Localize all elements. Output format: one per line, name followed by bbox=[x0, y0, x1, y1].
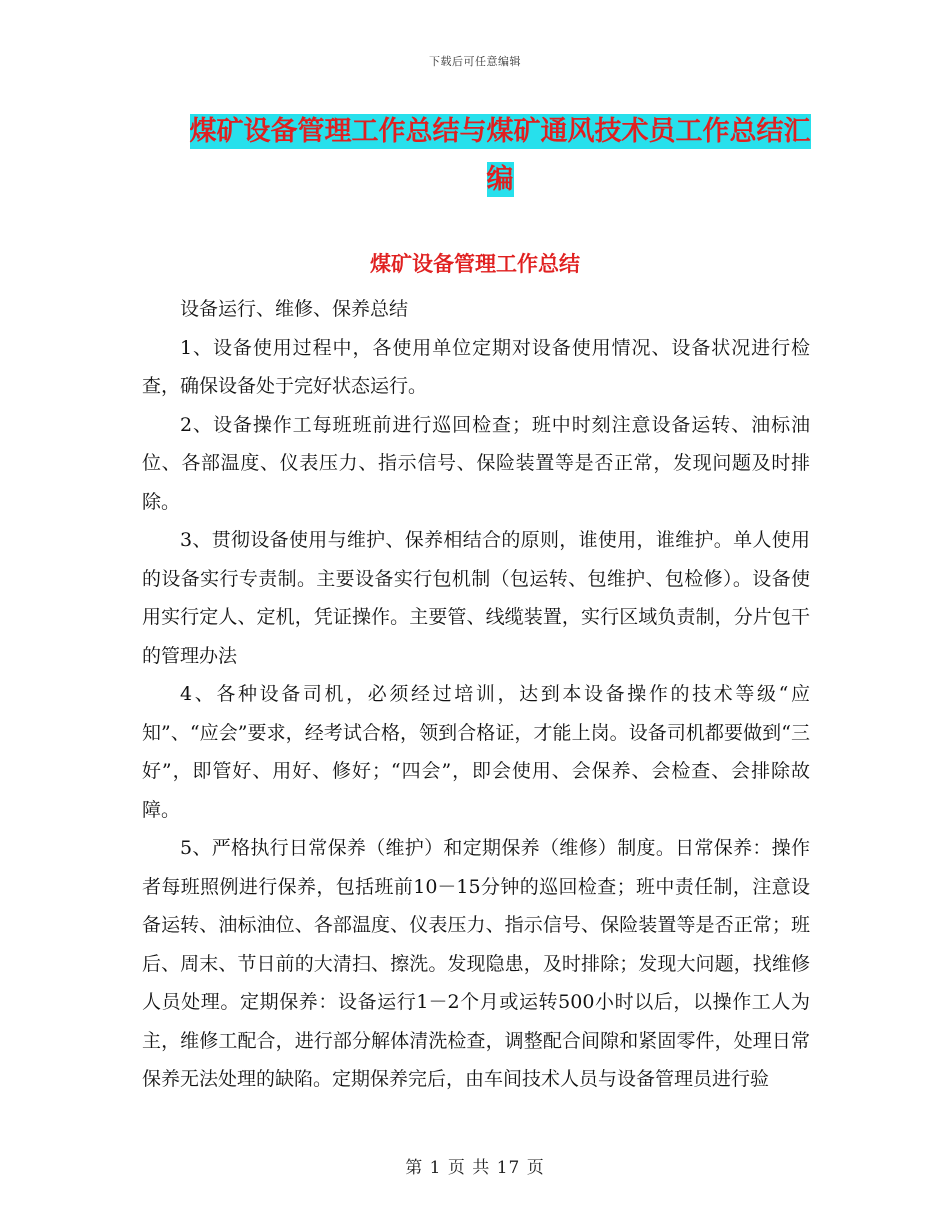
paragraph: 2、设备操作工每班班前进行巡回检查；班中时刻注意设备运转、油标油位、各部温度、仪表压力、指示信号、保险装置等是否正常，发现问题及时排除。 bbox=[142, 413, 810, 513]
paragraph: 3、贯彻设备使用与维护、保养相结合的原则，谁使用，谁维护。单人使用的设备实行专责制。主要设备实行包机制（包运转、包维护、包检修）。设备使用实行定人、定机，凭证操作。主要管、线缆装置，实行区域负责制，分片包干的管理办法 bbox=[142, 529, 810, 667]
document-title bbox=[150, 108, 850, 204]
section-title: 煤矿设备管理工作总结 bbox=[370, 251, 580, 276]
document-body bbox=[142, 290, 810, 1099]
paragraph: 设备运行、维修、保养总结 bbox=[180, 298, 409, 320]
header-note: 下载后可任意编辑 bbox=[429, 55, 521, 68]
paragraph: 1、设备使用过程中，各使用单位定期对设备使用情况、设备状况进行检查，确保设备处于完好状态运行。 bbox=[142, 336, 810, 397]
paragraph: 4、各种设备司机，必须经过培训，达到本设备操作的技术等级“应知”、“应会”要求，经考试合格，领到合格证，才能上岗。设备司机都要做到“三好”，即管好、用好、修好；“四会”，即会使用、会保养、会检查、会排除故障。 bbox=[142, 683, 810, 821]
paragraph: 5、严格执行日常保养（维护）和定期保养（维修）制度。日常保养：操作者每班照例进行保养，包括班前10－15分钟的巡回检查；班中责任制，注意设备运转、油标油位、各部温度、仪表压力、指示信号、保险装置等是否正常；班后、周末、节日前的大清扫、擦洗。发现隐患，及时排除；发现大问题，找维修人员处理。定期保养：设备运行1－2个月或运转500小时以后，以操作工人为主，维修工配合，进行部分解体清洗检查，调整配合间隙和紧固零件，处理日常保养无法处理的缺陷。定期保养完后，由车间技术人员与设备管理员进行验 bbox=[142, 837, 810, 1090]
page-number: 第 1 页 共 17 页 bbox=[405, 1158, 545, 1178]
document-title-line1: 煤矿设备管理工作总结与煤矿通风技术员工作总结汇 bbox=[189, 116, 811, 147]
document-title-line2: 编 bbox=[486, 164, 514, 195]
